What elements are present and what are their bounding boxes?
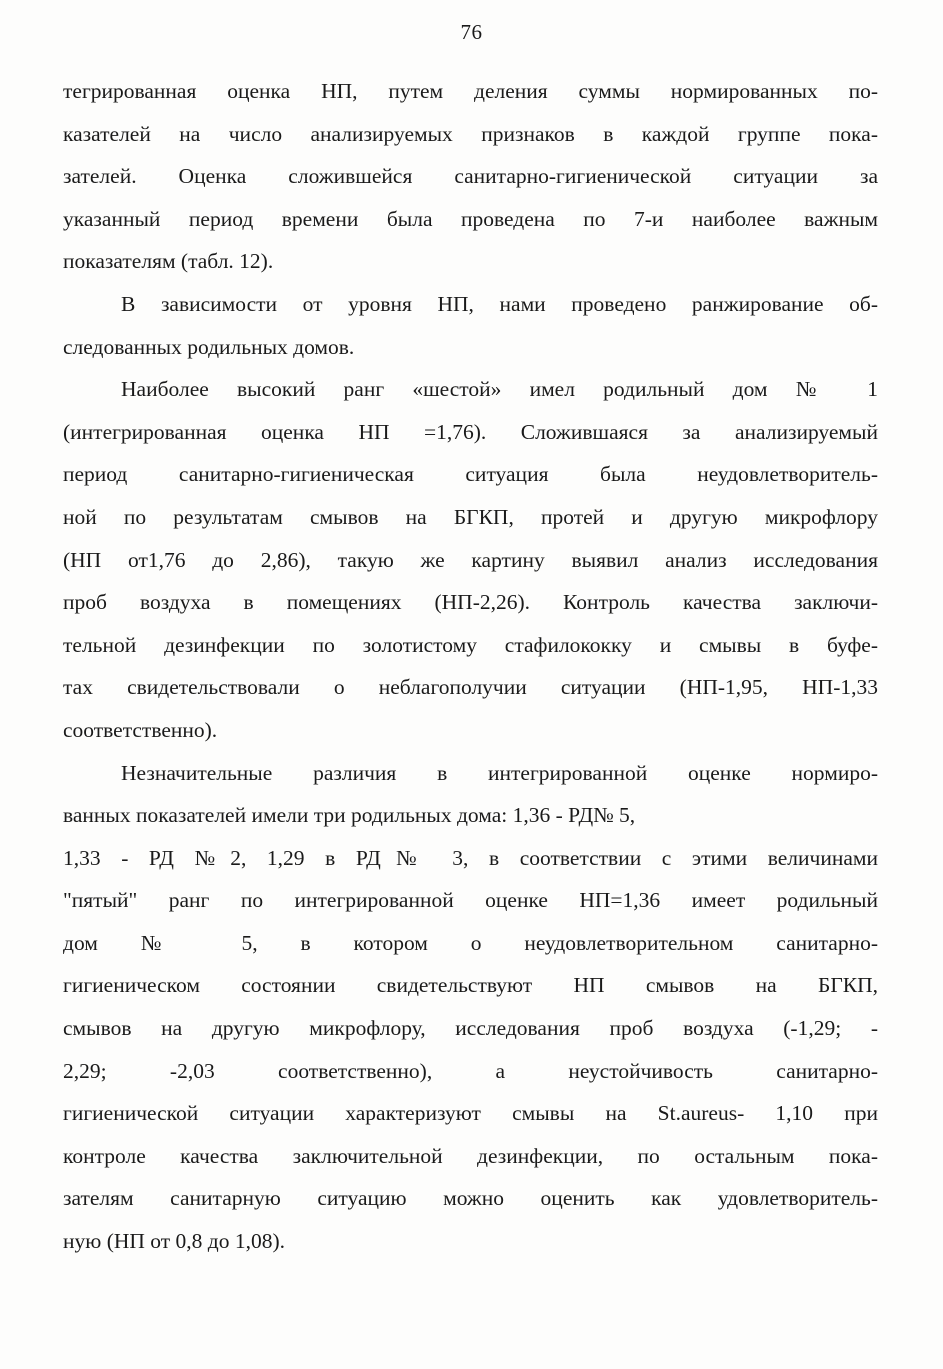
text-line: проб воздуха в помещениях (НП-2,26). Контроль качества заключи-: [63, 590, 878, 615]
text-line: Наиболее высокий ранг «шестой» имел родильный дом № 1: [121, 377, 878, 402]
text-line: зателей. Оценка сложившейся санитарно-гигиенической ситуации за: [63, 164, 878, 189]
text-line: соответственно).: [63, 717, 218, 742]
text-line: гигиенической ситуации характеризуют смывы на St.aureus- 1,10 при: [63, 1101, 878, 1126]
text-line: 1,33 - РД №2, 1,29 в РД№ 3, в соответствии с этими величинами: [63, 845, 878, 870]
text-line: следованных родильных домов.: [63, 334, 355, 359]
text-line: тах свидетельствовали о неблагополучии ситуации (НП-1,95, НП-1,33: [63, 675, 878, 700]
text-line: показателям (табл. 12).: [63, 249, 274, 274]
paragraph-1: [63, 70, 878, 283]
body-text: [63, 70, 878, 1263]
text-line: период санитарно-гигиеническая ситуация была неудовлетворитель-: [63, 462, 878, 487]
text-line: ной по результатам смывов на БГКП, протей и другую микрофлору: [63, 504, 878, 529]
text-line: (интегрированная оценка НП =1,76). Сложившаяся за анализируемый: [63, 419, 878, 444]
text-line: тегрированная оценка НП, путем деления суммы нормированных по-: [63, 79, 878, 103]
text-line: указанный период времени была проведена по 7-и наиболее важным: [63, 206, 878, 231]
text-line: дом № 5, в котором о неудовлетворительном санитарно-: [63, 930, 878, 955]
text-line: смывов на другую микрофлору, исследования проб воздуха (-1,29; -: [63, 1016, 878, 1041]
text-line: 2,29; -2,03 соответственно), а неустойчивость санитарно-: [63, 1058, 878, 1083]
text-line: тельной дезинфекции по золотистому стафилококку и смывы в буфе-: [63, 632, 878, 657]
text-line: ную (НП от 0,8 до 1,08).: [63, 1229, 285, 1254]
text-line: контроле качества заключительной дезинфекции, по остальным пока-: [63, 1143, 878, 1168]
page-number: 76: [460, 20, 483, 44]
paragraph-3: [63, 368, 878, 751]
text-line: (НП от1,76 до 2,86), такую же картину выявил анализ исследования: [63, 547, 878, 572]
paragraph-4: [63, 752, 878, 1263]
text-line: казателей на число анализируемых признаков в каждой группе пока-: [63, 121, 878, 146]
text-line: Незначительные различия в интегрированной оценке нормиро-: [121, 760, 878, 785]
text-line: зателям санитарную ситуацию можно оценить как удовлетворитель-: [63, 1186, 878, 1211]
text-line: ванных показателей имели три родильных дома: 1,36 - РД№ 5,: [63, 803, 636, 828]
paragraph-2: [63, 283, 878, 368]
text-line: "пятый" ранг по интегрированной оценке НП=1,36 имеет родильный: [63, 888, 878, 913]
text-line: гигиеническом состоянии свидетельствуют НП смывов на БГКП,: [63, 973, 878, 998]
text-line: В зависимости от уровня НП, нами проведено ранжирование об-: [121, 291, 878, 316]
